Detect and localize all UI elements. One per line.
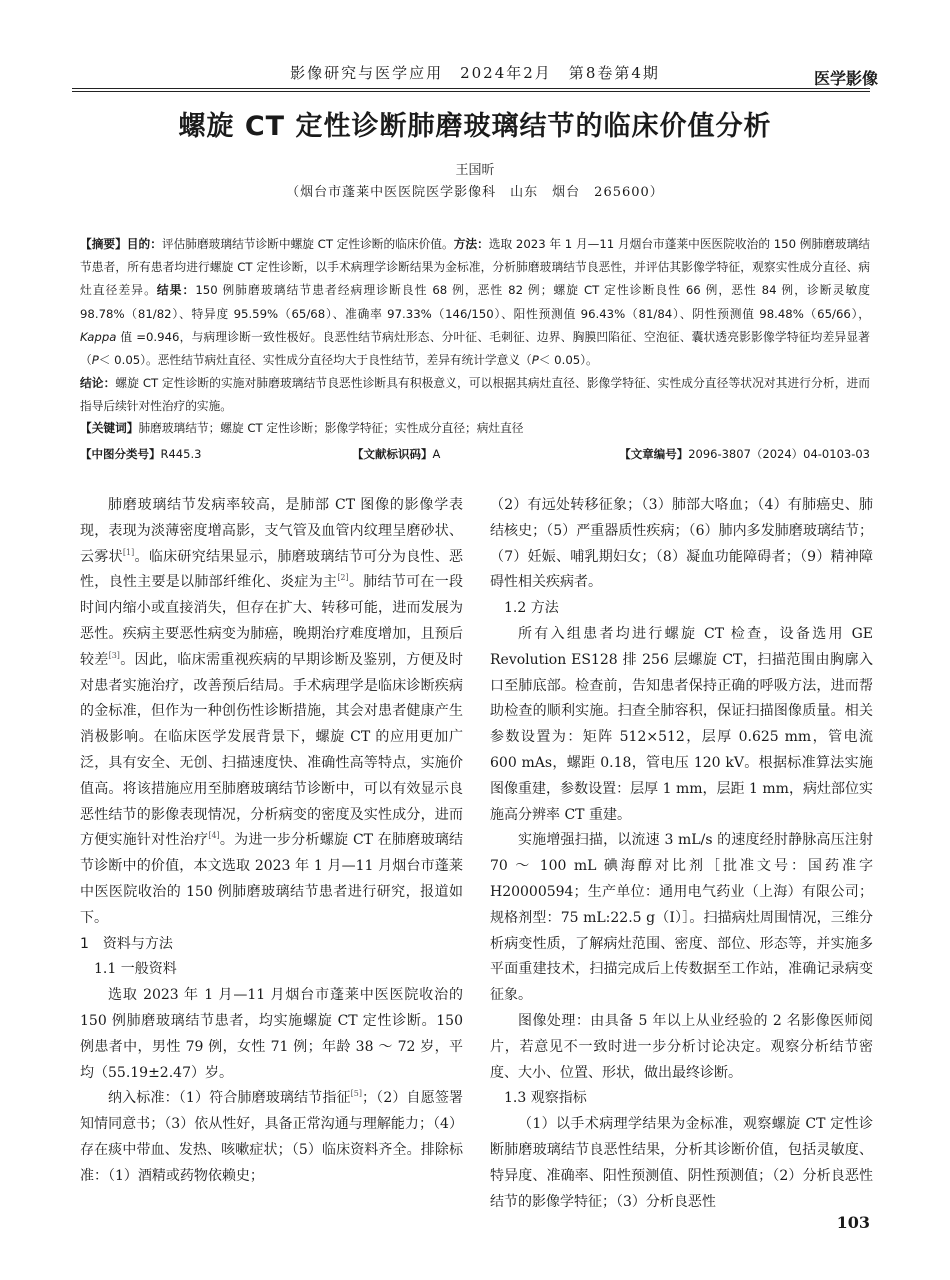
intro-text-5: 。为进一步分析螺旋 CT 在肺磨玻璃结节诊断中的价值，本文选取 2023 年 1 月—11 月烟台市蓬莱中医医院收治的 150 例肺磨玻璃结节患者进行研究，报道如下。 xyxy=(80,832,464,926)
intro-paragraph xyxy=(80,493,463,932)
keywords-text: 肺磨玻璃结节；螺旋 CT 定性诊断；影像学特征；实性成分直径；病灶直径 xyxy=(138,421,524,435)
results-text: 150 例肺磨玻璃结节患者经病理诊断良性 68 例，恶性 82 例；螺旋 CT 定性诊断良性 66 例，恶性 84 例，诊断灵敏度 98.78%（81/82）、特异度 95.59%（65/68）、准确率 97.33%（146/150）、阳性预测值 96.43%（81/84）、阴性预测值 98.48%（65/66）， xyxy=(80,283,870,321)
page-number: 103 xyxy=(836,1213,870,1232)
subsection-1-2: 1.2 方法 xyxy=(504,600,559,617)
author-affiliation: （烟台市蓬莱中医医院医学影像科 山东 烟台 265600） xyxy=(286,185,664,200)
citation-1: [1] xyxy=(122,547,135,557)
results-label: 结果： xyxy=(156,283,196,298)
abstract xyxy=(80,233,870,419)
method-paragraph-2: 实施增强扫描，以流速 3 mL/s 的速度经肘静脉高压注射 70 ～ 100 mL 碘海醇对比剂［批准文号：国药准字 H20000594；生产单位：通用电气药业（上海）有限公司；规格剂型：75 mL:22.5 g（I）］。扫描病灶周围情况，三维分析病变性质，了解病灶范围、密度、部位、形态等，并实施多平面重建技术，扫描完成后上传数据至工作站，准确记录病变征象。 xyxy=(490,832,873,1004)
abstract-label: 【摘要】 xyxy=(80,237,127,251)
objective-label: 目的： xyxy=(126,237,162,251)
observation-paragraph: （1）以手术病理学结果为金标准，观察螺旋 CT 定性诊断肺磨玻璃结节良恶性结果，分析其诊断价值，包括灵敏度、特异度、准确率、阳性预测值、阴性预测值；（2）分析良恶性结节的影像学特征；（3）分析良恶性 xyxy=(490,1116,873,1210)
intro-text-2: 。临床研究结果显示，肺磨玻璃结节可分为良性、恶性，良性主要是以肺部纤维化、炎症为主 xyxy=(80,548,464,591)
clc-label: 【中图分类号】 xyxy=(80,447,161,461)
article-title: 螺旋 CT 定性诊断肺磨玻璃结节的临床价值分析 xyxy=(178,111,772,142)
body-column-left xyxy=(80,493,463,1190)
section-heading-1: 1 资料与方法 xyxy=(80,935,173,952)
p-symbol: P xyxy=(91,353,99,368)
methods-text: 选取 2023 年 1 月—11 月烟台市蓬莱中医医院收治的 150 例肺磨玻璃结节患者，所有患者均进行螺旋 CT 定性诊断，以手术病理学诊断结果为金标准，分析肺磨玻璃结节良恶性，并评估其影像学特征，观察实性成分直径、病灶直径差异。 xyxy=(80,237,870,298)
conclusion-text: 螺旋 CT 定性诊断的实施对肺磨玻璃结节良恶性诊断具有积极意义，可以根据其病灶直径、影像学特征、实性成分直径等状况对其进行分析，进而指导后续针对性治疗的实施。 xyxy=(80,376,870,414)
p-symbol-2: P xyxy=(531,353,539,368)
article-no-label: 【文章编号】 xyxy=(619,447,689,461)
inclusion-paragraph xyxy=(80,1086,463,1189)
exclusion-paragraph: （2）有远处转移征象；（3）肺部大咯血；（4）有肺癌史、肺结核史；（5）严重器质性疾病；（6）肺内多发肺磨玻璃结节；（7）妊娠、哺乳期妇女；（8）凝血功能障碍者；（9）精神障碍性相关疾病者。 xyxy=(490,497,873,591)
inclusion-text-1: 纳入标准：（1）符合肺磨玻璃结节指征 xyxy=(108,1090,351,1107)
doc-code-item xyxy=(352,446,440,462)
results-text-3: ＜ 0.05）。恶性结节病灶直径、实性成分直径均大于良性结节，差异有统计学意义（ xyxy=(98,353,532,368)
author-name: 王国昕 xyxy=(455,163,495,178)
kappa-symbol: Kappa xyxy=(80,329,117,344)
section-label: 医学影像 xyxy=(813,69,878,88)
conclusion-label: 结论： xyxy=(80,376,116,391)
method-paragraph-1: 所有入组患者均进行螺旋 CT 检查，设备选用 GE Revolution ES128 排 256 层螺旋 CT，扫描范围由胸廓入口至肺底部。检查前，告知患者保持正确的呼吸方法，进而帮助检查的顺利实施。扫查全肺容积，保证扫描图像质量。相关参数设置为：矩阵 512×512，层厚 0.625 mm，管电流 600 mAs，螺距 0.18，管电压 120 kV。根据标准算法实施图像重建，参数设置：层厚 1 mm，层距 1 mm，病灶部位实施高分辨率 CT 重建。 xyxy=(490,625,873,823)
results-text-4: ＜ 0.05）。 xyxy=(538,353,598,368)
citation-3: [3] xyxy=(108,650,120,660)
general-data-paragraph: 选取 2023 年 1 月—11 月烟台市蓬莱中医医院收治的 150 例肺磨玻璃结节患者，均实施螺旋 CT 定性诊断。150 例患者中，男性 79 例，女性 71 例；年龄 38 ～ 72 岁，平均（55.19±2.47）岁。 xyxy=(80,987,463,1081)
citation-5: [5] xyxy=(350,1089,363,1099)
keywords-label: 【关键词】 xyxy=(80,421,139,435)
intro-text-4: 。因此，临床需重视疾病的早期诊断及鉴别，方便及时对患者实施治疗，改善预后结局。手术病理学是临床诊断疾病的金标准，但作为一种创伤性诊断措施，其会对患者健康产生消极影响。在临床医学发展背景下，螺旋 CT 的应用更加广泛，具有安全、无创、扫描速度快、准确性高等特点，实施价值高。将该措施应用至肺磨玻璃结节诊断中，可以有效显示良恶性结节的影像表现情况，分析病变的密度及实性成分，进而方便实施针对性治疗 xyxy=(80,651,464,849)
method-paragraph-3: 图像处理：由具备 5 年以上从业经验的 2 名影像医师阅片，若意见不一致时进一步分析讨论决定。观察分析结节密度、大小、位置、形状，做出最终诊断。 xyxy=(490,1012,873,1081)
clc-item xyxy=(80,446,201,462)
header-rule xyxy=(72,88,870,89)
methods-label: 方法： xyxy=(453,237,489,251)
intro-text-3: 。肺结节可在一段时间内缩小或直接消失，但存在扩大、转移可能，进而发展为恶性。疾病主要恶性病变为肺癌，晚期治疗难度增加，且预后较差 xyxy=(80,574,464,668)
article-no-item xyxy=(619,446,870,462)
inclusion-text-2: ；（2）自愿签署知情同意书；（3）依从性好，具备正常沟通与理解能力；（4）存在痰中带血、发热、咳嗽症状；（5）临床资料齐全。排除标准：（1）酒精或药物依赖史； xyxy=(80,1090,463,1184)
journal-header: 影像研究与医学应用 2024年2月 第8卷第4期 xyxy=(290,64,660,82)
doc-code-value: A xyxy=(432,447,441,461)
intro-text-1: 肺磨玻璃结节发病率较高，是肺部 CT 图像的影像学表现，表现为淡薄密度增高影，支气管及血管内纹理呈磨砂状、云雾状 xyxy=(80,497,463,565)
citation-2: [2] xyxy=(337,573,349,583)
objective-text: 评估肺磨玻璃结节诊断中螺旋 CT 定性诊断的临床价值。 xyxy=(161,237,454,251)
citation-4: [4] xyxy=(208,831,220,841)
subsection-1-3: 1.3 观察指标 xyxy=(504,1090,587,1107)
article-no-value: 2096-3807（2024）04-0103-03 xyxy=(688,447,870,461)
body-column-right xyxy=(490,493,873,1215)
keywords xyxy=(80,420,870,436)
clc-value: R445.3 xyxy=(160,447,202,461)
results-text-2: 值 =0.946，与病理诊断一致性极好。良恶性结节病灶形态、分叶征、毛刺征、边界、胸膜凹陷征、空泡征、囊状透亮影影像学特征均差异显著（ xyxy=(80,329,870,368)
header-rule-thin xyxy=(72,91,870,92)
subsection-1-1: 1.1 一般资料 xyxy=(94,961,177,978)
doc-code-label: 【文献标识码】 xyxy=(352,447,433,461)
